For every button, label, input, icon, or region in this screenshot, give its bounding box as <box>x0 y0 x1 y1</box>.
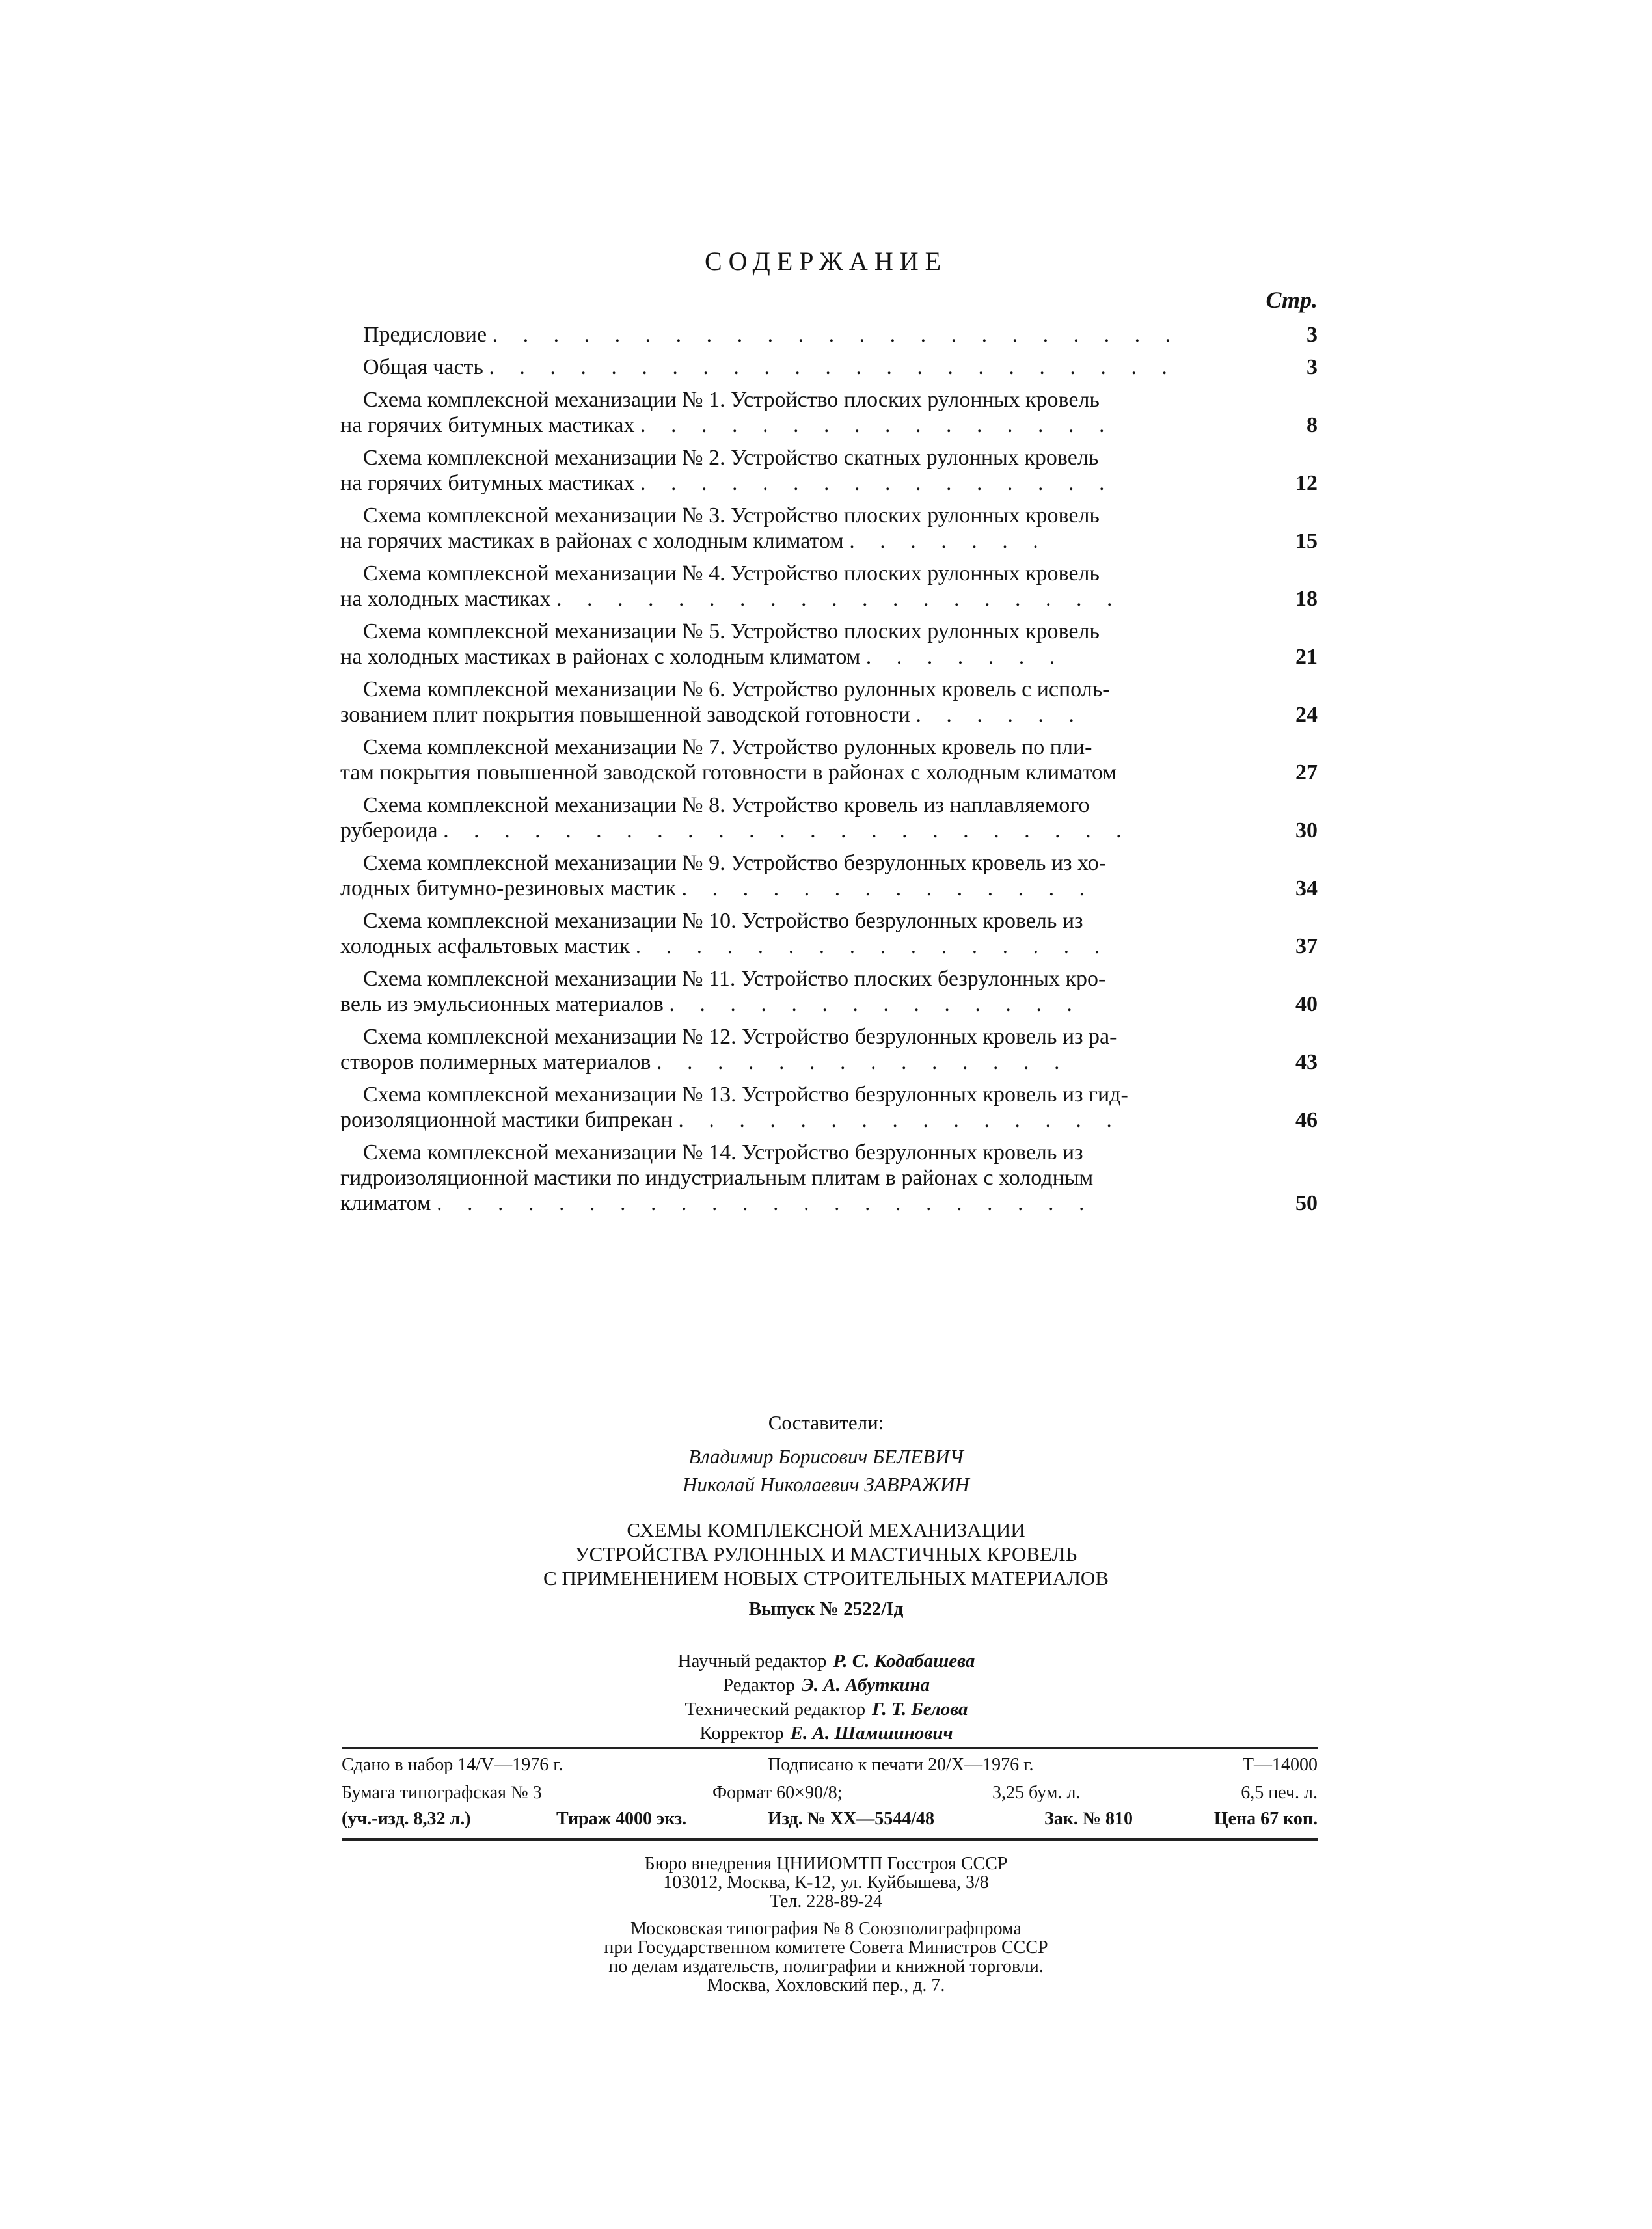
divider-top <box>342 1747 1318 1749</box>
leader-dots: . . . . . . . . . . . . . . . <box>678 1108 1117 1132</box>
leader-dots: . . . . . . . . . . . . . . . . . . . . . . . <box>489 355 1172 379</box>
toc-entry-text: Общая часть <box>363 355 483 379</box>
toc-entry-text-cont: гидроизоляционной мастики по индустриальным плитам в районах с холодным <box>340 1166 1094 1190</box>
toc-page-number: 30 <box>1295 818 1318 843</box>
book-title <box>0 1518 1652 1590</box>
toc-entry <box>340 966 1318 1017</box>
toc-page-number: 3 <box>1307 355 1318 379</box>
toc-page-number: 21 <box>1295 645 1318 669</box>
table-of-contents <box>340 322 1318 1223</box>
editor-row <box>573 1649 1080 1673</box>
editor-role: Редактор <box>723 1675 795 1695</box>
toc-entry-text: Схема комплексной механизации № 8. Устройство кровель из наплавляемого <box>363 793 1090 817</box>
license-number: Т—14000 <box>1242 1755 1318 1775</box>
toc-entry <box>340 908 1318 959</box>
printer-line: Москва, Хохловский пер., д. 7. <box>707 1975 945 1995</box>
toc-entry-text: Схема комплексной механизации № 11. Устройство плоских безрулонных кро- <box>363 967 1106 991</box>
toc-entry <box>340 619 1318 669</box>
leader-dots: . . . . . . . . . . . . . . . . . . . . . . . <box>443 818 1127 843</box>
print-sheets: 6,5 печ. л. <box>1241 1783 1318 1803</box>
author-name: Николай Николаевич ЗАВРАЖИН <box>683 1473 969 1496</box>
toc-entry-text: Схема комплексной механизации № 7. Устройство рулонных кровель по пли- <box>363 735 1092 759</box>
toc-entry <box>340 445 1318 496</box>
toc-entry-text-cont: на горячих битумных мастиках <box>340 471 635 495</box>
printer-line: Московская типография № 8 Союзполиграфпрома <box>630 1919 1022 1939</box>
book-title-line: СХЕМЫ КОМПЛЕКСНОЙ МЕХАНИЗАЦИИ <box>627 1519 1025 1541</box>
toc-page-number: 8 <box>1307 413 1318 437</box>
book-title-line: С ПРИМЕНЕНИЕМ НОВЫХ СТРОИТЕЛЬНЫХ МАТЕРИАЛОВ <box>543 1567 1109 1589</box>
toc-entry-text: Схема комплексной механизации № 14. Устройство безрулонных кровель из <box>363 1141 1083 1165</box>
toc-entry-text: Схема комплексной механизации № 2. Устройство скатных рулонных кровель <box>363 446 1099 470</box>
paper-sheets: 3,25 бум. л. <box>992 1783 1081 1803</box>
price: Цена 67 коп. <box>1213 1809 1318 1829</box>
toc-page-number: 43 <box>1295 1050 1318 1074</box>
print-run: Тираж 4000 экз. <box>556 1809 687 1829</box>
toc-entry-text-cont: климатом <box>340 1191 431 1215</box>
toc-entry-text-cont: на холодных мастиках в районах с холодным климатом <box>340 645 861 669</box>
author-name: Владимир Борисович БЕЛЕВИЧ <box>688 1445 964 1468</box>
printing-house <box>0 1919 1652 1995</box>
toc-entry <box>340 850 1318 901</box>
toc-entry <box>340 735 1318 785</box>
printer-line: при Государственном комитете Совета Министров СССР <box>604 1938 1048 1958</box>
toc-page-number: 27 <box>1295 761 1318 785</box>
toc-entry <box>340 1082 1318 1133</box>
editors-list <box>573 1649 1080 1746</box>
signed-date: Подписано к печати 20/X—1976 г. <box>768 1755 1034 1775</box>
toc-entry-text-cont: рубероида <box>340 818 438 843</box>
editor-role: Научный редактор <box>677 1651 827 1671</box>
leader-dots: . . . . . . . . . . . . . . . . . . . . . . <box>436 1191 1090 1215</box>
toc-page-number: 12 <box>1295 471 1318 495</box>
toc-page-number: 24 <box>1295 703 1318 727</box>
leader-dots: . . . . . . . . . . . . . . <box>656 1050 1065 1074</box>
toc-title: СОДЕРЖАНИЕ <box>704 247 948 276</box>
toc-entry-text-cont: на холодных мастиках <box>340 587 551 611</box>
toc-entry-text: Схема комплексной механизации № 13. Устройство безрулонных кровель из гид- <box>363 1083 1128 1107</box>
leader-dots: . . . . . . . . . . . . . . <box>681 876 1090 900</box>
toc-entry-text: Схема комплексной механизации № 6. Устройство рулонных кровель с исполь- <box>363 677 1110 701</box>
toc-entry <box>340 561 1318 612</box>
toc-entry-text: Схема комплексной механизации № 12. Устройство безрулонных кровель из ра- <box>363 1025 1117 1049</box>
toc-page-number: 50 <box>1295 1191 1318 1215</box>
toc-entry-text-cont: роизоляционной мастики бипрекан <box>340 1108 673 1132</box>
publication-number: Изд. № ХХ—5544/48 <box>768 1809 935 1829</box>
format: Формат 60×90/8; <box>712 1783 843 1803</box>
editor-name: Е. А. Шамшинович <box>790 1723 953 1744</box>
order-number: Зак. № 810 <box>1044 1809 1133 1829</box>
toc-entry <box>340 355 1318 380</box>
toc-entry-text: Схема комплексной механизации № 3. Устройство плоских рулонных кровель <box>363 504 1100 528</box>
editor-name: Э. А. Абуткина <box>801 1675 930 1695</box>
divider-bottom <box>342 1838 1318 1841</box>
toc-entry-text-cont: на горячих мастиках в районах с холодным климатом <box>340 529 844 553</box>
toc-entry <box>340 792 1318 843</box>
toc-entry-text: Схема комплексной механизации № 4. Устройство плоских рулонных кровель <box>363 561 1100 586</box>
toc-entry-text-cont: зованием плит покрытия повышенной заводской готовности <box>340 703 910 727</box>
printer-line: по делам издательств, полиграфии и книжной торговли. <box>608 1956 1044 1977</box>
toc-entry <box>340 1140 1318 1216</box>
toc-entry-text-cont: холодных асфальтовых мастик <box>340 934 630 958</box>
toc-entry-text-cont: вель из эмульсионных материалов <box>340 992 664 1016</box>
publisher-line: Тел. 228-89-24 <box>769 1891 883 1912</box>
toc-entry <box>340 387 1318 438</box>
toc-entry-text: Схема комплексной механизации № 10. Устройство безрулонных кровель из <box>363 909 1083 933</box>
toc-entry-text: Схема комплексной механизации № 1. Устройство плоских рулонных кровель <box>363 388 1100 412</box>
leader-dots: . . . . . . . . . . . . . . <box>669 992 1077 1016</box>
publisher-line: Бюро внедрения ЦНИИОМТП Госстроя СССР <box>644 1854 1008 1874</box>
leader-dots: . . . . . . . . . . . . . . . . <box>640 413 1110 437</box>
publisher-line: 103012, Москва, К-12, ул. Куйбышева, 3/8 <box>663 1872 989 1893</box>
leader-dots: . . . . . . . . . . . . . . . . <box>635 934 1105 958</box>
leader-dots: . . . . . . . <box>865 645 1061 669</box>
toc-entry <box>340 1024 1318 1075</box>
leader-dots: . . . . . . . . . . . . . . . . <box>640 471 1110 495</box>
leader-dots: . . . . . . . . . . . . . . . . . . . . . . . <box>492 323 1176 347</box>
toc-entry-text: Схема комплексной механизации № 5. Устройство плоских рулонных кровель <box>363 619 1100 643</box>
leader-dots: . . . . . . . . . . . . . . . . . . . <box>556 587 1118 611</box>
paper-type: Бумага типографская № 3 <box>342 1783 542 1803</box>
toc-page-number: 18 <box>1295 587 1318 611</box>
editor-row <box>573 1697 1080 1722</box>
editor-row <box>573 1673 1080 1697</box>
toc-entry-text-cont: на горячих битумных мастиках <box>340 413 635 437</box>
toc-entry-text: Схема комплексной механизации № 9. Устройство безрулонных кровель из хо- <box>363 851 1107 875</box>
toc-page-number: 40 <box>1295 992 1318 1016</box>
toc-entry <box>340 322 1318 347</box>
toc-entry <box>340 503 1318 554</box>
publisher-bureau <box>0 1854 1652 1911</box>
toc-page-number: 15 <box>1295 529 1318 553</box>
leader-dots: . . . . . . <box>915 703 1079 727</box>
publisher-sheets: (уч.-изд. 8,32 л.) <box>342 1809 471 1829</box>
toc-entry-text-cont: створов полимерных материалов <box>340 1050 651 1074</box>
toc-entry-text-cont: лодных битумно-резиновых мастик <box>340 876 677 900</box>
toc-page-number: 37 <box>1295 934 1318 958</box>
toc-page-number: 46 <box>1295 1108 1318 1132</box>
toc-page-number: 34 <box>1295 876 1318 900</box>
compilers-label: Составители: <box>768 1411 884 1434</box>
editor-name: Г. Т. Белова <box>872 1699 968 1720</box>
toc-page-column-header: Стр. <box>1266 287 1318 313</box>
toc-entry-text: Предисловие <box>363 323 487 347</box>
book-title-line: УСТРОЙСТВА РУЛОННЫХ И МАСТИЧНЫХ КРОВЕЛЬ <box>575 1543 1077 1565</box>
leader-dots: . . . . . . . <box>849 529 1044 553</box>
editor-role: Корректор <box>699 1723 784 1744</box>
issue-number: Выпуск № 2522/Iд <box>748 1599 904 1619</box>
editor-role: Технический редактор <box>684 1699 866 1720</box>
toc-entry-text-cont: там покрытия повышенной заводской готовности в районах с холодным климатом <box>340 761 1117 785</box>
toc-page-number: 3 <box>1307 323 1318 347</box>
toc-entry <box>340 677 1318 727</box>
editor-name: Р. С. Кодабашева <box>833 1651 975 1671</box>
typeset-date: Сдано в набор 14/V—1976 г. <box>342 1755 563 1775</box>
editor-row <box>573 1722 1080 1746</box>
